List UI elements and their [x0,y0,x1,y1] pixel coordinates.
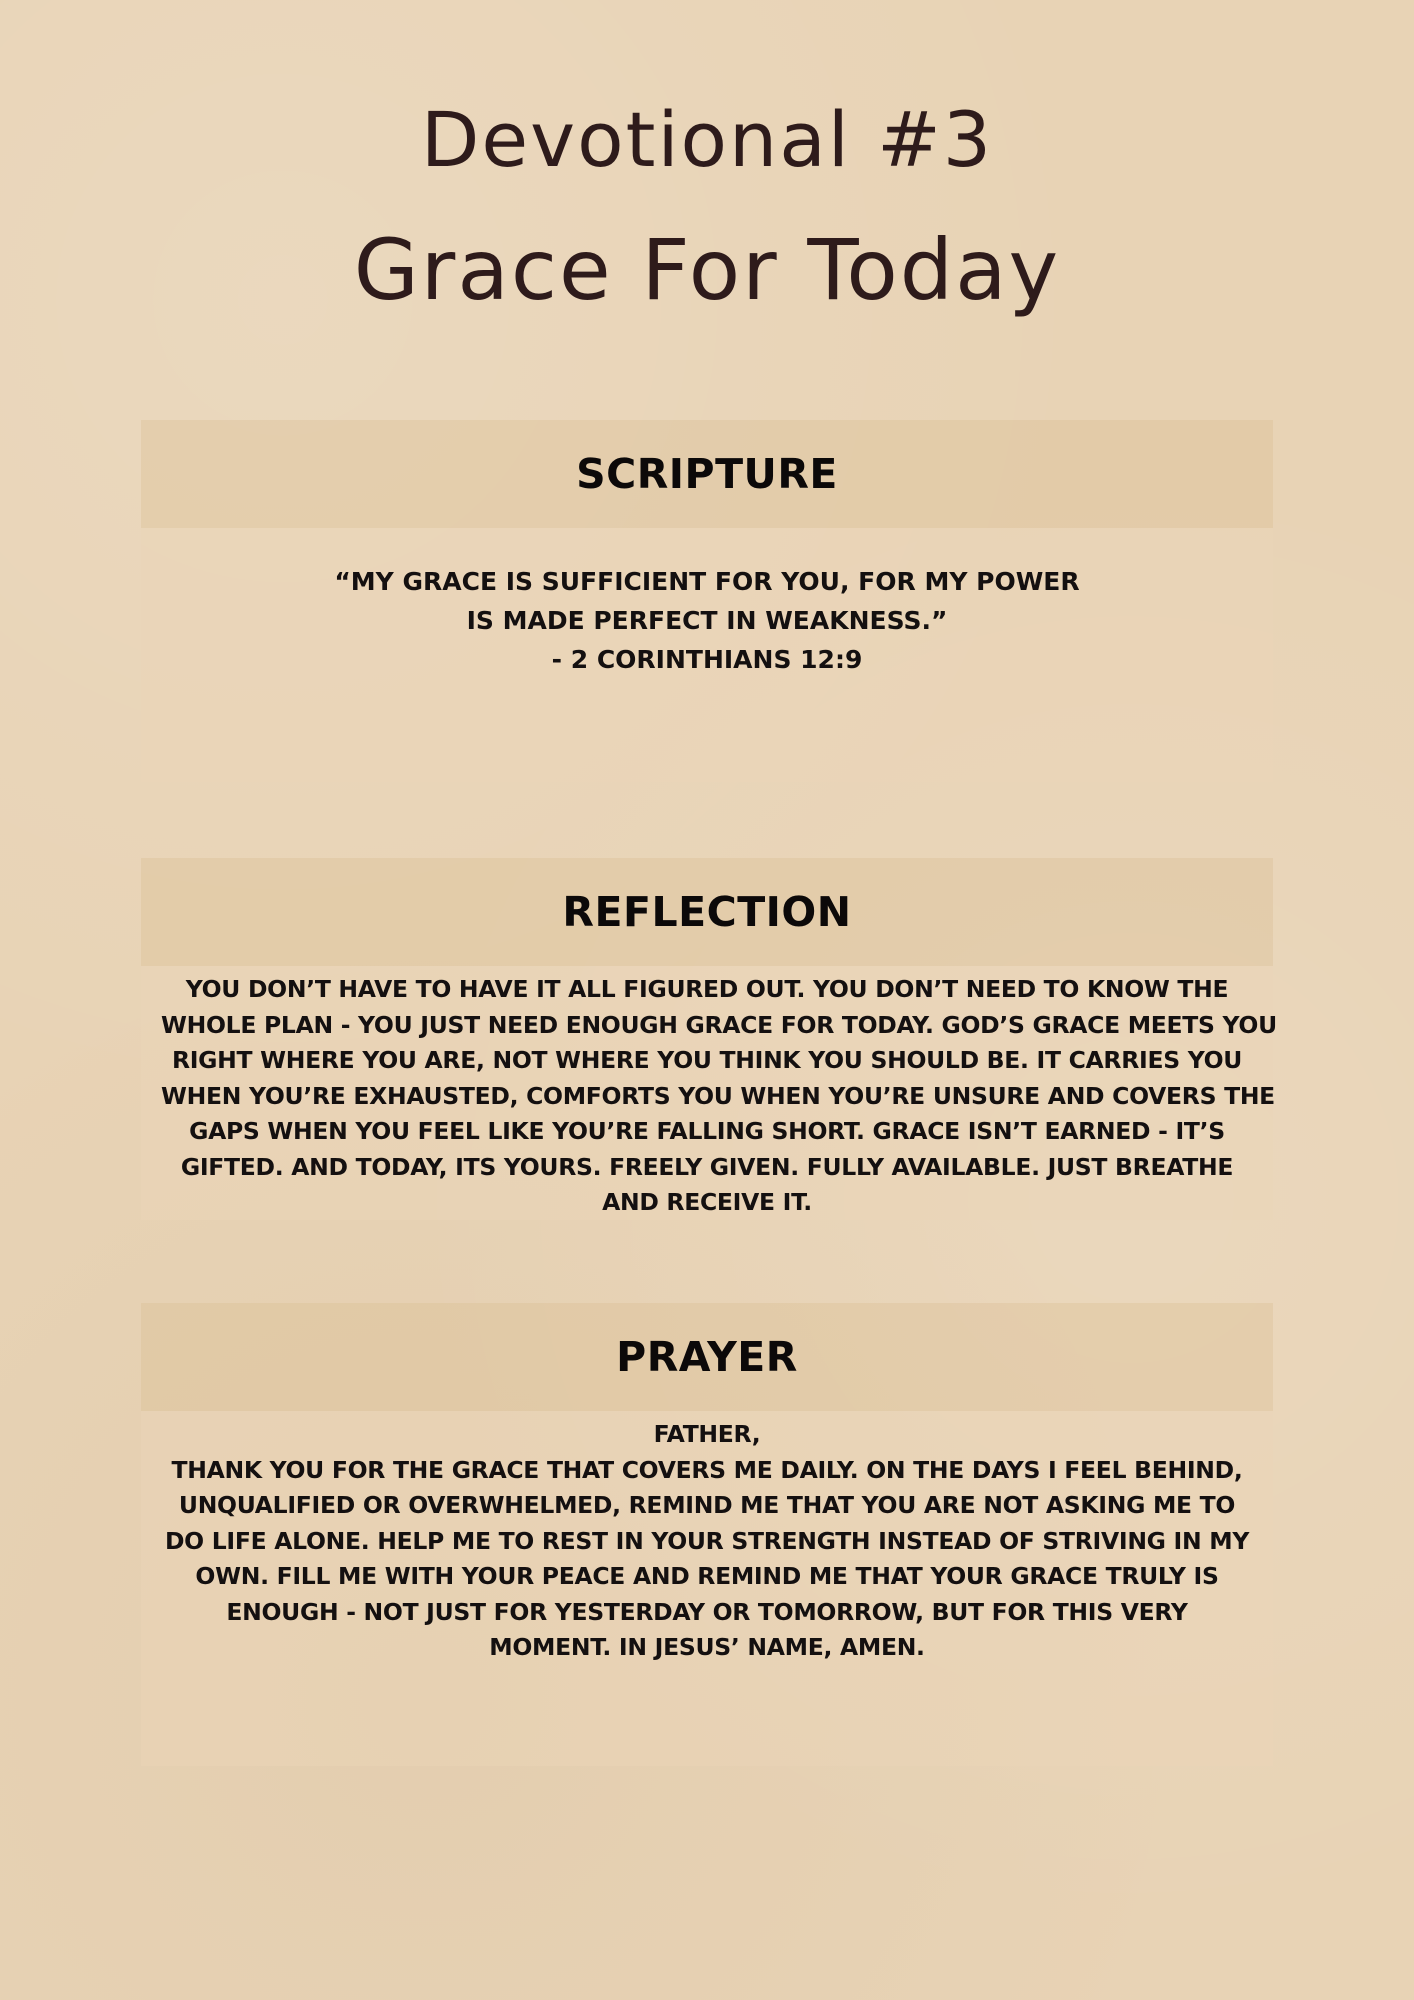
reflection-header [141,858,1273,966]
prayer-header [141,1303,1273,1411]
prayer-line: DO LIFE ALONE. HELP ME TO REST IN YOUR STRENGTH INSTEAD OF STRIVING IN MY [164,1526,1250,1555]
scripture-body [141,528,1273,782]
page-subtitle: Grace For Today [353,221,1061,319]
reflection-line: GAPS WHEN YOU FEEL LIKE YOU’RE FALLING SHORT. GRACE ISN’T EARNED - IT’S [189,1117,1225,1145]
reflection-line: YOU DON’T HAVE TO HAVE IT ALL FIGURED OUT. YOU DON’T NEED TO KNOW THE [185,975,1229,1003]
reflection-line: WHOLE PLAN - YOU JUST NEED ENOUGH GRACE FOR TODAY. GOD’S GRACE MEETS YOU [161,1010,1277,1039]
reflection-line: GIFTED. AND TODAY, ITS YOURS. FREELY GIVEN. FULLY AVAILABLE. JUST BREATHE [180,1152,1234,1181]
scripture-section [141,420,1273,782]
prayer-line: MOMENT. IN JESUS’ NAME, AMEN. [489,1633,925,1661]
scripture-heading: SCRIPTURE [576,450,838,498]
prayer-section [141,1303,1273,1766]
scripture-header [141,420,1273,528]
prayer-line: THANK YOU FOR THE GRACE THAT COVERS ME DAILY. ON THE DAYS I FEEL BEHIND, [171,1455,1243,1484]
prayer-heading: PRAYER [616,1333,798,1381]
page-title: Devotional #3 [420,95,994,184]
reflection-section [141,858,1277,1220]
prayer-salutation: FATHER, [653,1420,761,1448]
scripture-line: “MY GRACE IS SUFFICIENT FOR YOU, FOR MY POWER [334,567,1080,596]
reflection-line: AND RECEIVE IT. [602,1188,812,1216]
reflection-body [141,966,1277,1220]
scripture-reference: - 2 CORINTHIANS 12:9 [551,645,863,674]
reflection-line: RIGHT WHERE YOU ARE, NOT WHERE YOU THINK YOU SHOULD BE. IT CARRIES YOU [171,1046,1243,1074]
reflection-line: WHEN YOU’RE EXHAUSTED, COMFORTS YOU WHEN YOU’RE UNSURE AND COVERS THE [161,1081,1275,1110]
prayer-body [141,1411,1273,1766]
reflection-heading: REFLECTION [562,888,852,936]
prayer-line: ENOUGH - NOT JUST FOR YESTERDAY OR TOMORROW, BUT FOR THIS VERY [226,1597,1188,1626]
prayer-line: OWN. FILL ME WITH YOUR PEACE AND REMIND ME THAT YOUR GRACE TRULY IS [195,1562,1219,1590]
scripture-line: IS MADE PERFECT IN WEAKNESS.” [466,606,948,635]
prayer-line: UNQUALIFIED OR OVERWHELMED, REMIND ME THAT YOU ARE NOT ASKING ME TO [178,1491,1236,1519]
